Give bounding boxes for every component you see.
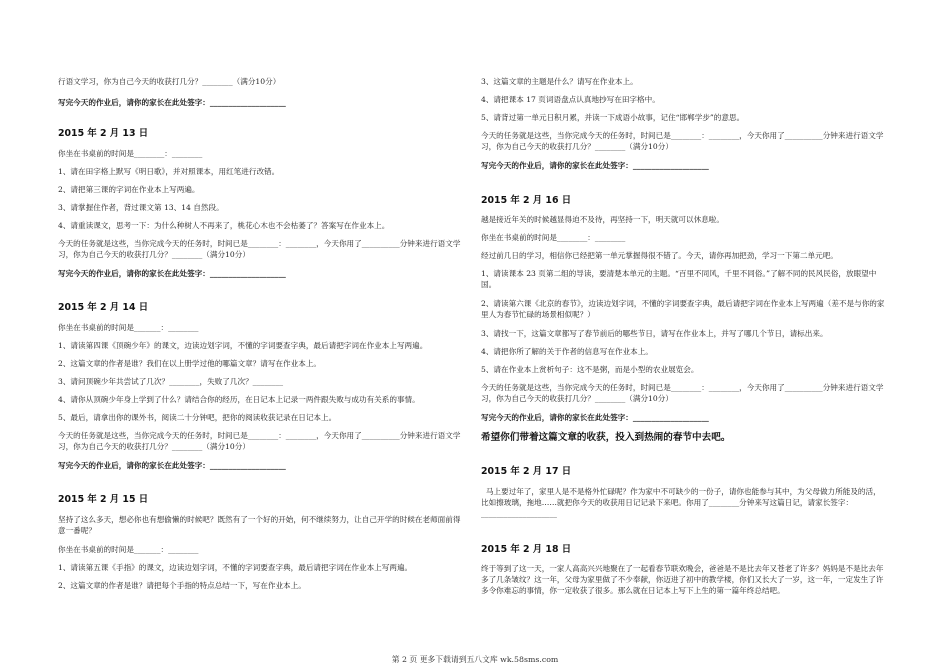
right-paragraph: 写完今天的作业后，请你的家长在此处签字：____________________ [481, 161, 709, 170]
left-paragraph: 4、请重读课文，思考一下：为什么种树人不再来了，桃花心木也不会枯萎了？答案写在作业本上。 [58, 221, 390, 230]
right-paragraph: 马上要过年了，家里人是不是格外忙碌呢？作为家中不可缺少的一份子，请你也能参与其中，为父母做力所能及的活，比如擦玻璃，拖地……就把你今天的收获用日记记录下来吧。你用了________分钟来写这篇日记，请家长签字：____________________ [481, 487, 881, 518]
left-paragraph: 4、请你从顶碗少年身上学到了什么？请结合你的经历，在日记本上记录一两件跟失败与成功有关系的事情。 [58, 395, 420, 404]
right-paragraph: 你坐在书桌前的时间是________：________ [481, 233, 626, 242]
right-paragraph: 写完今天的作业后，请你的家长在此处签字：____________________ [481, 413, 709, 422]
right-paragraph: 5、请在作业本上赏析句子：这不是粥，而是小型的农业展览会。 [481, 365, 699, 374]
left-paragraph: 你坐在书桌前的时间是________：________ [58, 149, 203, 158]
right-paragraph: 今天的任务就是这些，当你完成今天的任务时，时间已是________：________，今天你用了__________分钟来进行语文学习，你为自己今天的收获打几分？________（满分10分） [481, 131, 884, 151]
left-paragraph: 今天的任务就是这些，当你完成今天的任务时，时间已是________：________，今天你用了__________分钟来进行语文学习，你为自己今天的收获打几分？________（满分10分） [58, 431, 461, 451]
left-date-heading: 2015 年 2 月 15 日 [58, 494, 149, 505]
right-date-heading: 2015 年 2 月 18 日 [481, 544, 572, 555]
page-footer: 第 2 页 更多下载请到五八文库 wk.58sms.com [391, 655, 559, 664]
left-date-heading: 2015 年 2 月 14 日 [58, 302, 149, 313]
left-paragraph: 2、这篇文章的作者是谁？请把每个手指的特点总结一下，写在作业本上。 [58, 581, 306, 590]
right-date-heading: 2015 年 2 月 17 日 [481, 466, 572, 477]
right-paragraph: 3、请找一下，这篇文章都写了春节前后的哪些节日，请写在作业本上，并写了哪几个节日，请标出来。 [481, 329, 828, 338]
left-paragraph: 写完今天的作业后，请你的家长在此处签字：____________________ [58, 269, 286, 278]
right-paragraph: 5、请背过第一单元日积月累，并读一下成语小故事，记住“邯郸学步”的意思。 [481, 113, 745, 122]
right-paragraph: 越是接近年关的时候越显得迫不及待，再坚持一下，明天就可以休息啦。 [481, 215, 724, 224]
left-paragraph: 1、请读第四课《顶碗少年》的课文，边读边划字词，不懂的字词要查字典，最后请把字词在作业本上写两遍。 [58, 341, 428, 350]
left-paragraph: 写完今天的作业后，请你的家长在此处签字：____________________ [58, 461, 286, 470]
left-paragraph: 2、这篇文章的作者是谁？我们在以上册学过他的哪篇文章？请写在作业本上。 [58, 359, 322, 368]
left-date-heading: 2015 年 2 月 13 日 [58, 128, 149, 139]
left-paragraph: 3、请掌握住作者，背过课文第 13、14 自然段。 [58, 203, 224, 212]
right-paragraph: 3、这篇文章的主题是什么？请写在作业本上。 [481, 77, 638, 86]
left-paragraph: 行语文学习，你为自己今天的收获打几分？________（满分10分） [58, 77, 281, 86]
left-paragraph: 5、最后，请拿出你的课外书，阅读二十分钟吧，把你的阅读收获记录在日记本上。 [58, 413, 337, 422]
left-paragraph: 你坐在书桌前的时间是_______：________ [58, 545, 199, 554]
right-paragraph: 今天的任务就是这些，当你完成今天的任务时，时间已是________：________，今天你用了__________分钟来进行语文学习，你为自己今天的收获打几分？________（满分10分） [481, 383, 884, 403]
right-paragraph: 4、请把课本 17 页词语盘点认真地抄写在田字格中。 [481, 95, 660, 104]
right-date-heading: 2015 年 2 月 16 日 [481, 195, 572, 206]
left-paragraph: 1、请在田字格上默写《明日歌》，并对照课本，用红笔进行改错。 [58, 167, 280, 176]
left-paragraph: 1、请读第五课《手指》的课文，边读边划字词，不懂的字词要查字典，最后请把字词在作业本上写两遍。 [58, 563, 413, 572]
left-paragraph: 3、请问顶碗少年共尝试了几次？________，失败了几次？________ [58, 377, 284, 386]
left-paragraph: 写完今天的作业后，请你的家长在此处签字：____________________ [58, 98, 286, 107]
left-paragraph: 你坐在书桌前的时间是_______：________ [58, 323, 199, 332]
right-paragraph: 终于等到了这一天，一家人高高兴兴地聚在了一起看春节联欢晚会，爸爸是不是比去年又苍老了许多？妈妈是不是比去年多了几条皱纹？这一年，父母为家里做了不少奉献，你迈进了初中的教学楼，你们又长大了一岁，这一年，一定发生了许多令你难忘的事情，你一定收获了很多。那么就在日记本上写下上生的第一篇年终总结吧。 [481, 564, 884, 595]
right-paragraph: 经过前几日的学习，相信你已经把第一单元掌握得很不错了。今天，请你再加把劲，学习一下第二单元吧。 [481, 251, 838, 260]
right-paragraph: 4、请把你所了解的关于作者的信息写在作业本上。 [481, 347, 653, 356]
right-paragraph: 2、请读第六课《北京的春节》，边读边划字词，不懂的字词要查字典，最后请把字词在作业本上写两遍（差不是与你的家里人为春节忙碌的场景相似呢？） [481, 299, 885, 319]
left-paragraph: 2、请把第三课的字词在作业本上写两遍。 [58, 185, 200, 194]
right-paragraph: 希望你们带着这篇文章的收获，投入到热闹的春节中去吧。 [481, 432, 731, 443]
left-paragraph: 今天的任务就是这些，当你完成今天的任务时，时间已是________：________，今天你用了__________分钟来进行语文学习，你为自己今天的收获打几分？________（满分10分） [58, 239, 461, 259]
right-paragraph: 1、请读课本 23 页第二组的导读，要清楚本单元的主题。“百里不同风，千里不同俗。”了解不同的民风民俗，放眼望中国。 [481, 269, 877, 289]
left-paragraph: 坚持了这么多天，想必你也有想偷懒的时候吧？既然有了一个好的开始，何不继续努力，让自己开学的时候在老师面前得意一番呢？ [58, 515, 461, 535]
